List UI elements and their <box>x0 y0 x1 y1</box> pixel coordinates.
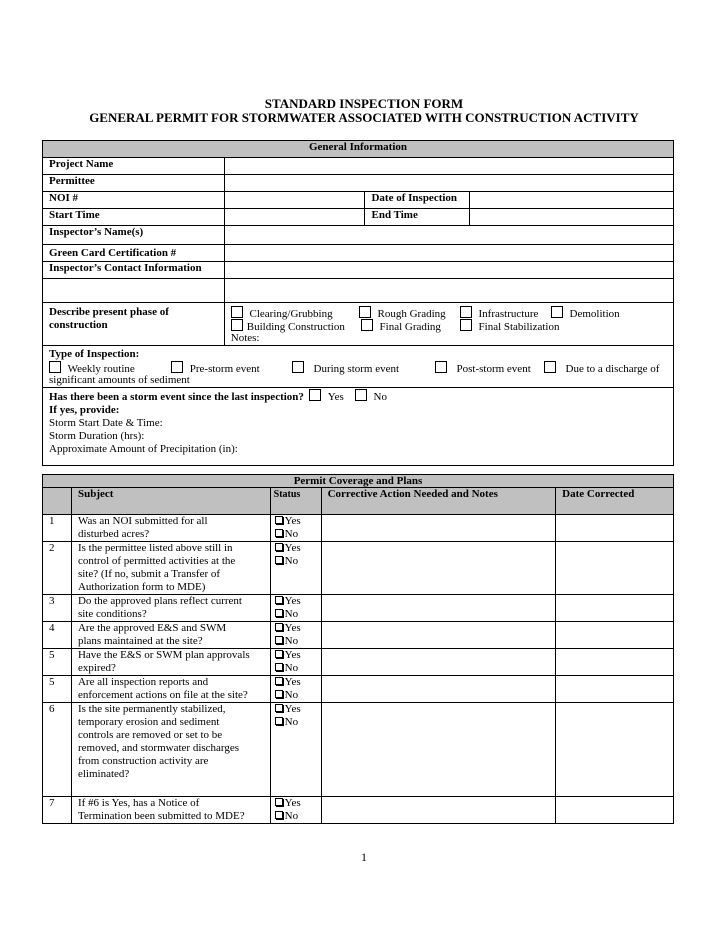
phase-option-final-stabilization[interactable]: Final Stabilization <box>460 319 560 334</box>
date-corrected-field[interactable] <box>556 622 674 649</box>
start-time-label: Start Time <box>43 209 225 226</box>
general-info-header: General Information <box>43 141 674 158</box>
subject-line: from construction activity are <box>77 755 209 767</box>
storm-yes-option[interactable]: Yes <box>309 391 343 403</box>
subject-line: control of permitted activities at the <box>77 555 236 567</box>
date-of-inspection-field[interactable] <box>470 192 674 209</box>
checkbox-icon[interactable] <box>275 704 283 712</box>
checkbox-icon[interactable] <box>275 623 283 631</box>
noi-label: NOI # <box>43 192 225 209</box>
status-no-option[interactable] <box>275 555 317 568</box>
checkbox-icon[interactable] <box>309 389 321 401</box>
row-subject <box>71 649 270 676</box>
green-card-field[interactable] <box>224 245 673 262</box>
row-number: 5 <box>43 649 72 676</box>
subject-line: site conditions? <box>77 608 147 620</box>
phase-option-building[interactable]: Building Construction <box>231 319 345 334</box>
status-yes-label: Yes <box>284 595 301 607</box>
checkbox-icon[interactable] <box>361 319 373 331</box>
checkbox-icon[interactable] <box>551 306 563 318</box>
row-number: 6 <box>43 703 72 797</box>
form-subtitle: GENERAL PERMIT FOR STORMWATER ASSOCIATED WITH CONSTRUCTION ACTIVITY <box>89 110 639 125</box>
subject-line: temporary erosion and sediment <box>77 716 220 728</box>
date-corrected-field[interactable] <box>556 515 674 542</box>
table-row <box>43 595 674 622</box>
inspection-type-continuation: significant amounts of sediment <box>49 374 190 386</box>
row-status <box>270 515 321 542</box>
row-status <box>270 595 321 622</box>
table-row <box>43 622 674 649</box>
checkbox-icon[interactable] <box>460 306 472 318</box>
row-status <box>270 676 321 703</box>
corrective-action-field[interactable] <box>321 676 556 703</box>
checkbox-icon[interactable] <box>292 361 304 373</box>
status-yes-option[interactable] <box>275 797 317 810</box>
row-status <box>270 649 321 676</box>
status-no-label: No <box>284 607 299 620</box>
storm-question: Has there been a storm event since the last inspection? <box>49 391 304 403</box>
checkbox-icon[interactable] <box>355 389 367 401</box>
checkbox-icon[interactable] <box>359 306 371 318</box>
table-row <box>43 542 674 595</box>
status-no-label: No <box>284 554 299 567</box>
subject-line: Are the approved E&S and SWM <box>77 622 227 634</box>
row-number: 5 <box>43 676 72 703</box>
subject-line: expired? <box>77 662 116 674</box>
corrective-action-field[interactable] <box>321 542 556 595</box>
checkbox-icon[interactable] <box>275 677 283 685</box>
status-column-header: Status <box>270 488 321 515</box>
date-corrected-field[interactable] <box>556 703 674 797</box>
permittee-label: Permittee <box>43 175 225 192</box>
phase-label-line1: Describe present phase of <box>49 306 169 318</box>
phase-options <box>224 303 673 346</box>
subject-column-header: Subject <box>71 488 270 515</box>
row-number: 2 <box>43 542 72 595</box>
corrective-action-field[interactable] <box>321 622 556 649</box>
phase-option-rough-grading[interactable]: Rough Grading <box>359 306 446 321</box>
subject-line: controls are removed or set to be <box>77 729 223 741</box>
table-row <box>43 703 674 797</box>
subject-line: site? (If no, submit a Transfer of <box>77 568 221 580</box>
subject-line: disturbed acres? <box>77 528 150 540</box>
status-no-label: No <box>284 661 299 674</box>
status-no-label: No <box>284 527 299 540</box>
corrective-action-field[interactable] <box>321 649 556 676</box>
phase-option-demolition[interactable]: Demolition <box>551 306 620 321</box>
checkbox-icon[interactable] <box>275 543 283 551</box>
inspection-type-discharge[interactable]: Due to a discharge of <box>544 361 659 376</box>
date-corrected-field[interactable] <box>556 542 674 595</box>
start-time-field[interactable] <box>224 209 365 226</box>
contact-info-field[interactable] <box>224 262 673 279</box>
general-information-table <box>42 140 674 466</box>
subject-line: Was an NOI submitted for all <box>77 515 208 527</box>
permit-coverage-table <box>42 474 674 824</box>
blank-field[interactable] <box>224 279 673 303</box>
date-corrected-field[interactable] <box>556 676 674 703</box>
subject-line: eliminated? <box>77 768 130 780</box>
date-corrected-field[interactable] <box>556 649 674 676</box>
date-corrected-field[interactable] <box>556 797 674 824</box>
row-subject <box>71 797 270 824</box>
status-yes-label: Yes <box>284 649 301 661</box>
checkbox-icon[interactable] <box>275 609 283 617</box>
status-yes-option[interactable] <box>275 703 317 716</box>
row-number: 3 <box>43 595 72 622</box>
status-yes-option[interactable] <box>275 515 317 528</box>
status-no-option[interactable] <box>275 716 317 729</box>
corrective-column-header: Corrective Action Needed and Notes <box>321 488 556 515</box>
subject-line: enforcement actions on file at the site? <box>77 689 248 701</box>
status-yes-option[interactable] <box>275 622 317 635</box>
status-yes-option[interactable] <box>275 676 317 689</box>
green-card-label: Green Card Certification # <box>43 245 225 262</box>
inspection-type-label: Type of Inspection: <box>49 348 140 360</box>
checkbox-icon[interactable] <box>460 319 472 331</box>
row-status <box>270 703 321 797</box>
checkbox-icon[interactable] <box>275 717 283 725</box>
date-of-inspection-label: Date of Inspection <box>365 192 470 209</box>
corrective-action-field[interactable] <box>321 515 556 542</box>
status-no-label: No <box>284 809 299 822</box>
row-subject <box>71 622 270 649</box>
subject-line: Have the E&S or SWM plan approvals <box>77 649 250 661</box>
noi-field[interactable] <box>224 192 365 209</box>
contact-info-label: Inspector’s Contact Information <box>43 262 225 279</box>
corrective-action-field[interactable] <box>321 703 556 797</box>
row-number: 1 <box>43 515 72 542</box>
subject-line: removed, and stormwater discharges <box>77 742 240 754</box>
checkbox-icon[interactable] <box>435 361 447 373</box>
status-no-label: No <box>284 634 299 647</box>
checkbox-icon[interactable] <box>275 529 283 537</box>
inspection-type-weekly[interactable]: Weekly routine <box>49 361 135 376</box>
row-number: 4 <box>43 622 72 649</box>
status-yes-label: Yes <box>284 515 301 527</box>
subject-line: Do the approved plans reflect current <box>77 595 242 607</box>
project-name-field[interactable] <box>224 158 673 175</box>
storm-event-cell <box>43 388 674 466</box>
status-yes-label: Yes <box>284 797 301 809</box>
checkbox-icon[interactable] <box>275 663 283 671</box>
inspection-type-during-storm[interactable]: During storm event <box>292 361 399 376</box>
storm-no-option[interactable]: No <box>355 391 387 403</box>
precipitation-label: Approximate Amount of Precipitation (in): <box>49 443 238 455</box>
inspection-type-cell <box>43 346 674 388</box>
status-no-option[interactable] <box>275 528 317 541</box>
table-row <box>43 676 674 703</box>
row-subject <box>71 703 270 797</box>
subject-line: If #6 is Yes, has a Notice of <box>77 797 200 809</box>
permittee-field[interactable] <box>224 175 673 192</box>
row-subject <box>71 595 270 622</box>
corrective-action-field[interactable] <box>321 797 556 824</box>
checkbox-icon[interactable] <box>275 811 283 819</box>
status-no-label: No <box>284 688 299 701</box>
status-yes-label: Yes <box>284 703 301 715</box>
date-corrected-column-header: Date Corrected <box>556 488 674 515</box>
phase-option-clearing[interactable]: Clearing/Grubbing <box>231 306 333 321</box>
inspection-type-post-storm[interactable]: Post-storm event <box>435 361 531 376</box>
table-row <box>43 649 674 676</box>
inspectors-names-label: Inspector’s Name(s) <box>43 226 225 245</box>
phase-option-infrastructure[interactable]: Infrastructure <box>460 306 539 321</box>
page-number: 1 <box>361 850 367 864</box>
status-yes-label: Yes <box>284 542 301 554</box>
status-no-option[interactable] <box>275 689 317 702</box>
checkbox-icon[interactable] <box>275 556 283 564</box>
phase-label <box>43 303 225 346</box>
num-column-header <box>43 488 72 515</box>
table-row <box>43 797 674 824</box>
status-yes-option[interactable] <box>275 595 317 608</box>
blank-label-cell <box>43 279 225 303</box>
row-subject <box>71 676 270 703</box>
status-no-option[interactable] <box>275 810 317 823</box>
subject-line: plans maintained at the site? <box>77 635 203 647</box>
date-corrected-field[interactable] <box>556 595 674 622</box>
status-yes-label: Yes <box>284 676 301 688</box>
subject-line: Is the site permanently stabilized, <box>77 703 226 715</box>
subject-line: Is the permittee listed above still in <box>77 542 233 554</box>
permit-coverage-header: Permit Coverage and Plans <box>43 475 674 488</box>
phase-option-final-grading[interactable]: Final Grading <box>361 319 441 334</box>
notes-label: Notes: <box>230 332 260 344</box>
row-status <box>270 797 321 824</box>
row-subject <box>71 542 270 595</box>
corrective-action-field[interactable] <box>321 595 556 622</box>
status-yes-option[interactable] <box>275 649 317 662</box>
status-no-option[interactable] <box>275 635 317 648</box>
inspection-type-pre-storm[interactable]: Pre-storm event <box>171 361 260 376</box>
inspectors-names-field[interactable] <box>224 226 673 245</box>
status-yes-label: Yes <box>284 622 301 634</box>
storm-duration-label: Storm Duration (hrs): <box>49 430 145 442</box>
status-no-option[interactable] <box>275 662 317 675</box>
checkbox-icon[interactable] <box>275 650 283 658</box>
end-time-field[interactable] <box>470 209 674 226</box>
phase-label-line2: construction <box>49 319 108 331</box>
status-yes-option[interactable] <box>275 542 317 555</box>
checkbox-icon[interactable] <box>275 596 283 604</box>
checkbox-icon[interactable] <box>49 361 61 373</box>
storm-start-label: Storm Start Date & Time: <box>49 417 163 429</box>
status-no-label: No <box>284 715 299 728</box>
form-title: STANDARD INSPECTION FORM <box>264 96 464 111</box>
table-row <box>43 515 674 542</box>
checkbox-icon[interactable] <box>171 361 183 373</box>
end-time-label: End Time <box>365 209 470 226</box>
row-subject <box>71 515 270 542</box>
row-number: 7 <box>43 797 72 824</box>
subject-line: Termination been submitted to MDE? <box>77 810 245 822</box>
checkbox-icon[interactable] <box>544 361 556 373</box>
subject-line: Are all inspection reports and <box>77 676 209 688</box>
row-status <box>270 542 321 595</box>
checkbox-icon[interactable] <box>275 798 283 806</box>
checkbox-icon[interactable] <box>231 319 243 331</box>
checkbox-icon[interactable] <box>231 306 243 318</box>
if-yes-label: If yes, provide: <box>49 404 120 416</box>
project-name-label: Project Name <box>43 158 225 175</box>
row-status <box>270 622 321 649</box>
status-no-option[interactable] <box>275 608 317 621</box>
checkbox-icon[interactable] <box>275 636 283 644</box>
checkbox-icon[interactable] <box>275 690 283 698</box>
subject-line: Authorization form to MDE) <box>77 581 206 593</box>
checkbox-icon[interactable] <box>275 516 283 524</box>
